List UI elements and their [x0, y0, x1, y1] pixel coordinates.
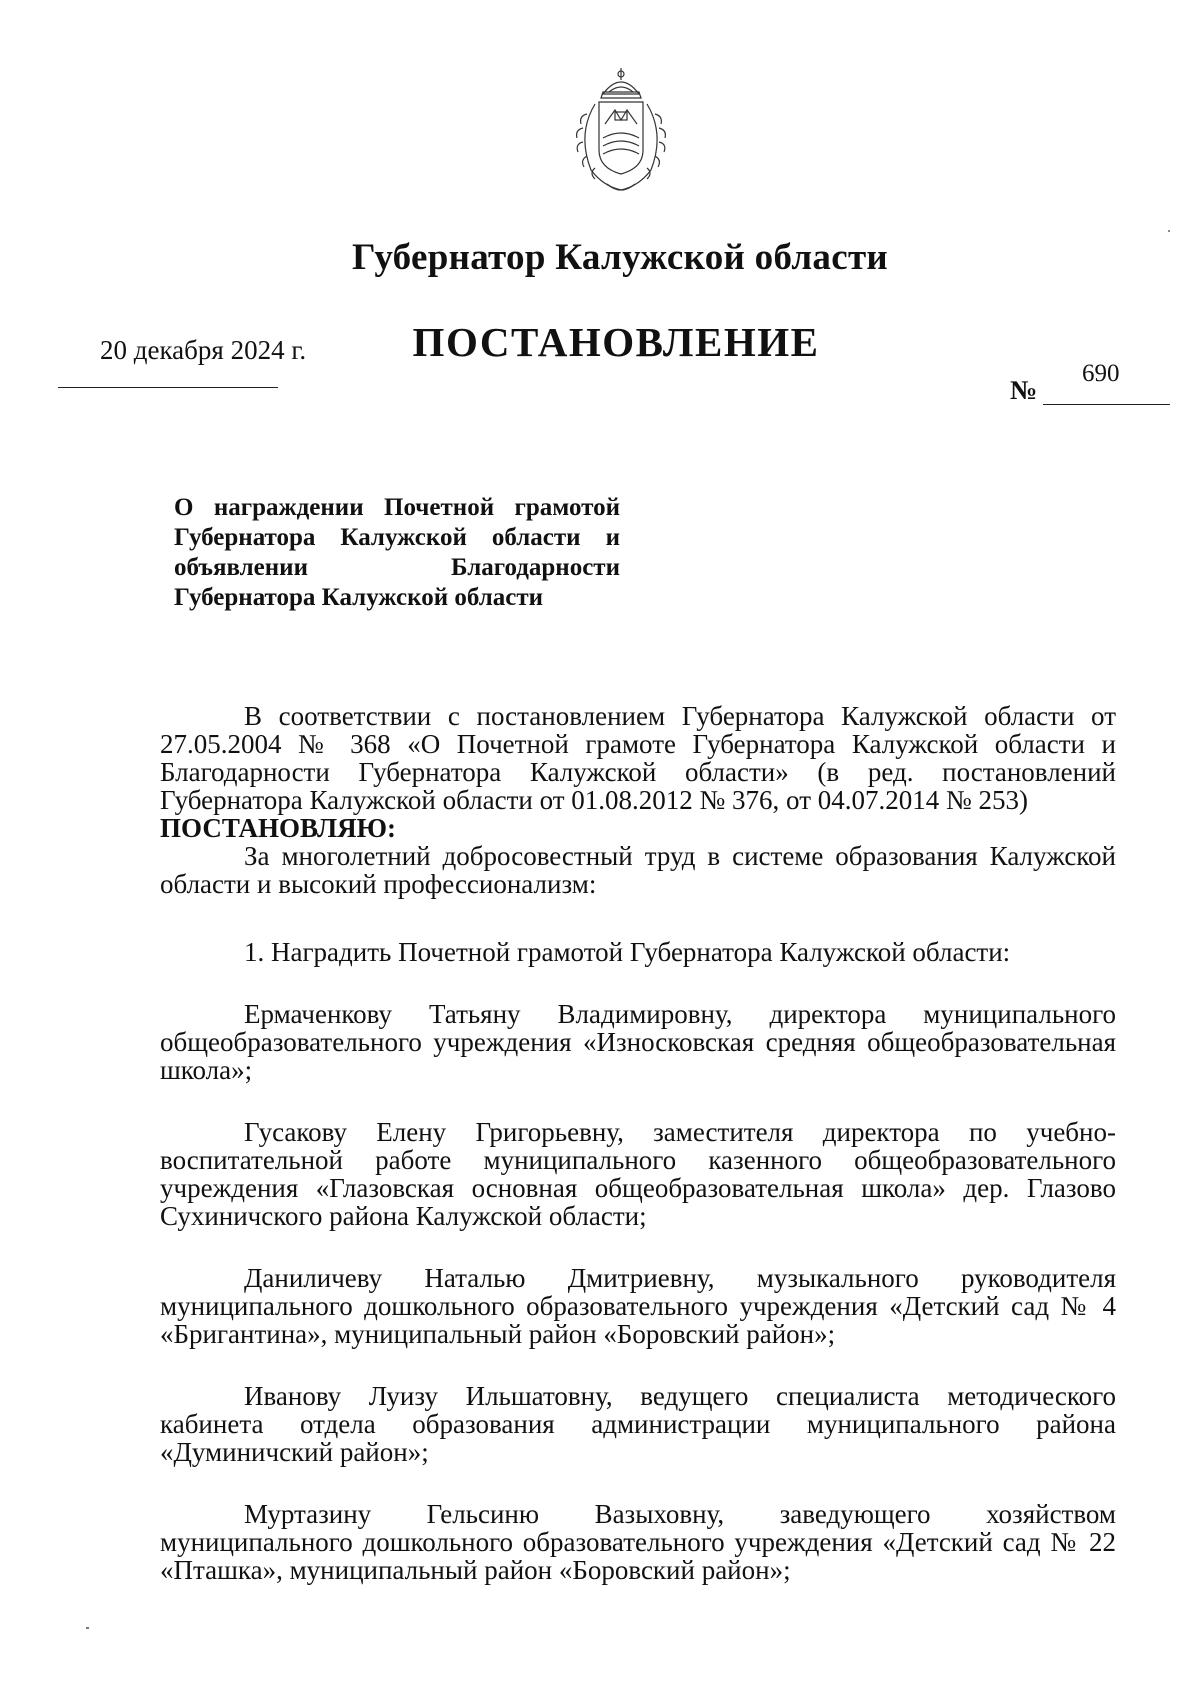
preamble-paragraph: [160, 702, 1116, 814]
awardee-paragraph: Муртазину Гельсиню Вазыховну, заведующего хозяйством муниципального дошкольного образовательного учреждения «Детский сад № 22 «Пташка», муниципальный район «Боровский район»;: [160, 1499, 1116, 1585]
document-body: [160, 702, 1116, 1584]
number-underline: [1043, 404, 1170, 405]
awardee-paragraph: Иванову Луизу Ильшатовну, ведущего специалиста методического кабинета отдела образования администрации муниципального района «Думиничский район»;: [160, 1381, 1116, 1467]
scan-speck: [1168, 230, 1170, 232]
awardee-paragraph: Гусакову Елену Григорьевну, заместителя директора по учебно-воспитательной работе муниципального казенного общеобразовательного учреждения «Глазовская основная общеобразовательная школа» дер. Глазово Сухиничского района Калужской области;: [160, 1117, 1116, 1231]
document-type-title: ПОСТАНОВЛЕНИЕ: [412, 319, 820, 365]
document-date: 20 декабря 2024 г.: [100, 335, 307, 365]
reason-paragraph: За многолетний добросовестный труд в системе образования Калужской области и высокий профессионализм:: [160, 841, 1116, 899]
preamble-text: В соответствии с постановлением Губернатора Калужской области от 27.05.2004 № 368 «О Почетной грамоте Губернатора Калужской области и Благодарности Губернатора Калужской области» (в ред. постановлений Губернатора Калужской области от 01.08.2012 № 376, от 04.07.2014 № 253): [160, 701, 1116, 815]
document-number-label: №: [1010, 375, 1038, 405]
scan-speck: [86, 1627, 89, 1629]
document-subject: О награждении Почетной грамотой Губернатора Калужской области и объявлении Благодарности Губернатора Калужской области: [174, 494, 620, 611]
decree-word: ПОСТАНОВЛЯЮ:: [160, 813, 396, 843]
awardee-paragraph: Даниличеву Наталью Дмитриевну, музыкального руководителя муниципального дошкольного образовательного учреждения «Детский сад № 4 «Бригантина», муниципальный район «Боровский район»;: [160, 1263, 1116, 1349]
coat-of-arms-icon: [563, 64, 679, 196]
date-underline: [58, 387, 278, 388]
awardee-paragraph: Ермаченкову Татьяну Владимировну, директора муниципального общеобразовательного учреждения «Износковская средняя общеобразовательная школа»;: [160, 999, 1116, 1085]
issuer-title: Губернатор Калужской области: [351, 237, 889, 278]
document-number-value: 690: [1082, 360, 1120, 387]
item-1-heading: 1. Наградить Почетной грамотой Губернатора Калужской области:: [244, 937, 1011, 967]
